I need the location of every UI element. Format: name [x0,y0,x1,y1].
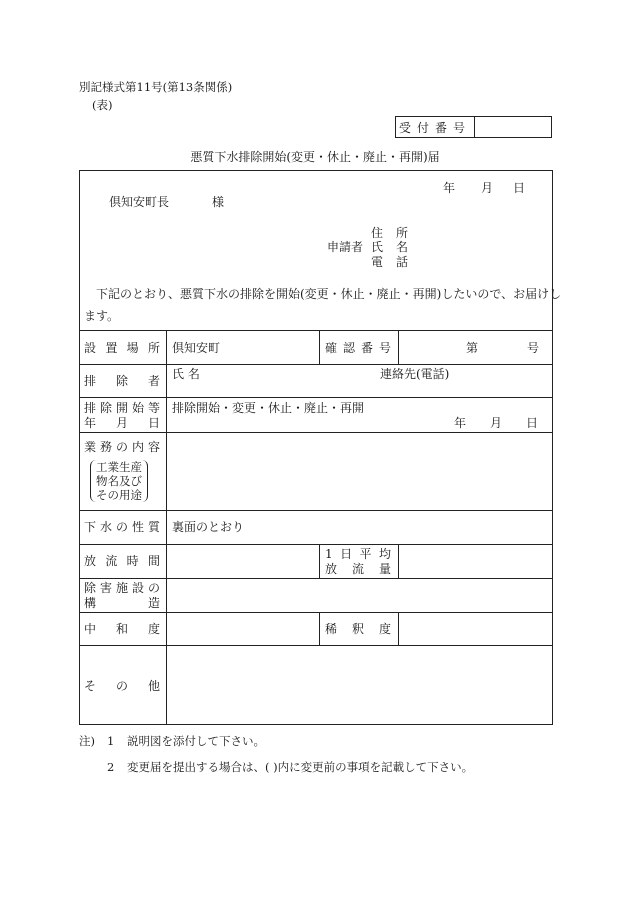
other-label: そ の 他 [84,679,160,693]
applicant-phone-label: 電 話 [371,255,408,269]
statement-line2: ます。 [84,309,120,323]
addressee-suffix: 様 [212,195,225,209]
discharger-label: 排 除 者 [84,374,160,388]
location-value[interactable]: 倶知安町 [172,341,221,355]
note-2-text: 変更届を提出する場合は、( )内に変更前の事項を記載して下さい。 [127,760,474,774]
nature-value[interactable]: 裏面のとおり [172,520,245,534]
business-note-bracket: 工業生産 物名及び その用途 [90,460,148,502]
removal-facility-label: 除 害 施 設 の [84,581,160,595]
start-date-sublabel: 年 月 日 [84,416,160,430]
start-date-year: 年 [454,416,467,430]
confirmation-number-prefix: 第 [466,341,479,355]
discharger-name-label: 氏 名 [172,367,200,381]
date-day-label: 日 [513,181,526,195]
location-label: 設 置 場 所 [84,341,160,355]
neutralization-label: 中 和 度 [84,622,160,636]
daily-average-label: 1 日 平 均 [325,547,391,561]
statement-line1: 下記のとおり、悪質下水の排除を開始(変更・休止・廃止・再開)したいので、お届けし [96,287,562,301]
form-side-label: (表) [92,98,113,112]
note-1-text: 説明図を添付して下さい。 [127,734,265,748]
nature-label: 下 水 の 性 質 [84,520,160,534]
removal-structure-label: 構 造 [84,596,160,610]
note-1-number: 1 [107,734,115,748]
discharge-volume-label: 放 流 量 [325,562,391,576]
start-date-label: 排 除 開 始 等 [84,401,160,415]
notes-prefix: 注) [79,734,95,748]
addressee-name: 倶知安町長 [109,195,170,209]
receipt-number-field[interactable] [475,117,551,137]
applicant-label: 申請者 [327,240,364,254]
confirmation-number-suffix: 号 [527,341,540,355]
date-month-label: 月 [481,181,494,195]
form-number-label: 別記様式第11号(第13条関係) [79,80,233,94]
applicant-address-label: 住 所 [371,226,408,240]
business-value[interactable] [172,440,542,500]
discharger-contact-label: 連絡先(電話) [380,367,450,381]
note-2-number: 2 [107,760,115,774]
receipt-number-label: 受付番号 [396,117,475,137]
start-date-day: 日 [526,416,539,430]
document-title: 悪質下水排除開始(変更・休止・廃止・再開)届 [190,150,440,164]
start-date-options[interactable]: 排除開始・変更・休止・廃止・再開 [172,401,365,415]
confirmation-number-label: 確 認 番 号 [325,341,391,355]
dilution-label: 稀 釈 度 [325,622,391,636]
date-year-label: 年 [443,181,456,195]
receipt-number-box [395,116,552,138]
discharge-time-label: 放 流 時 間 [84,554,160,568]
business-label: 業 務 の 内 容 [84,440,160,454]
applicant-name-label: 氏 名 [371,240,408,254]
start-date-month: 月 [490,416,503,430]
